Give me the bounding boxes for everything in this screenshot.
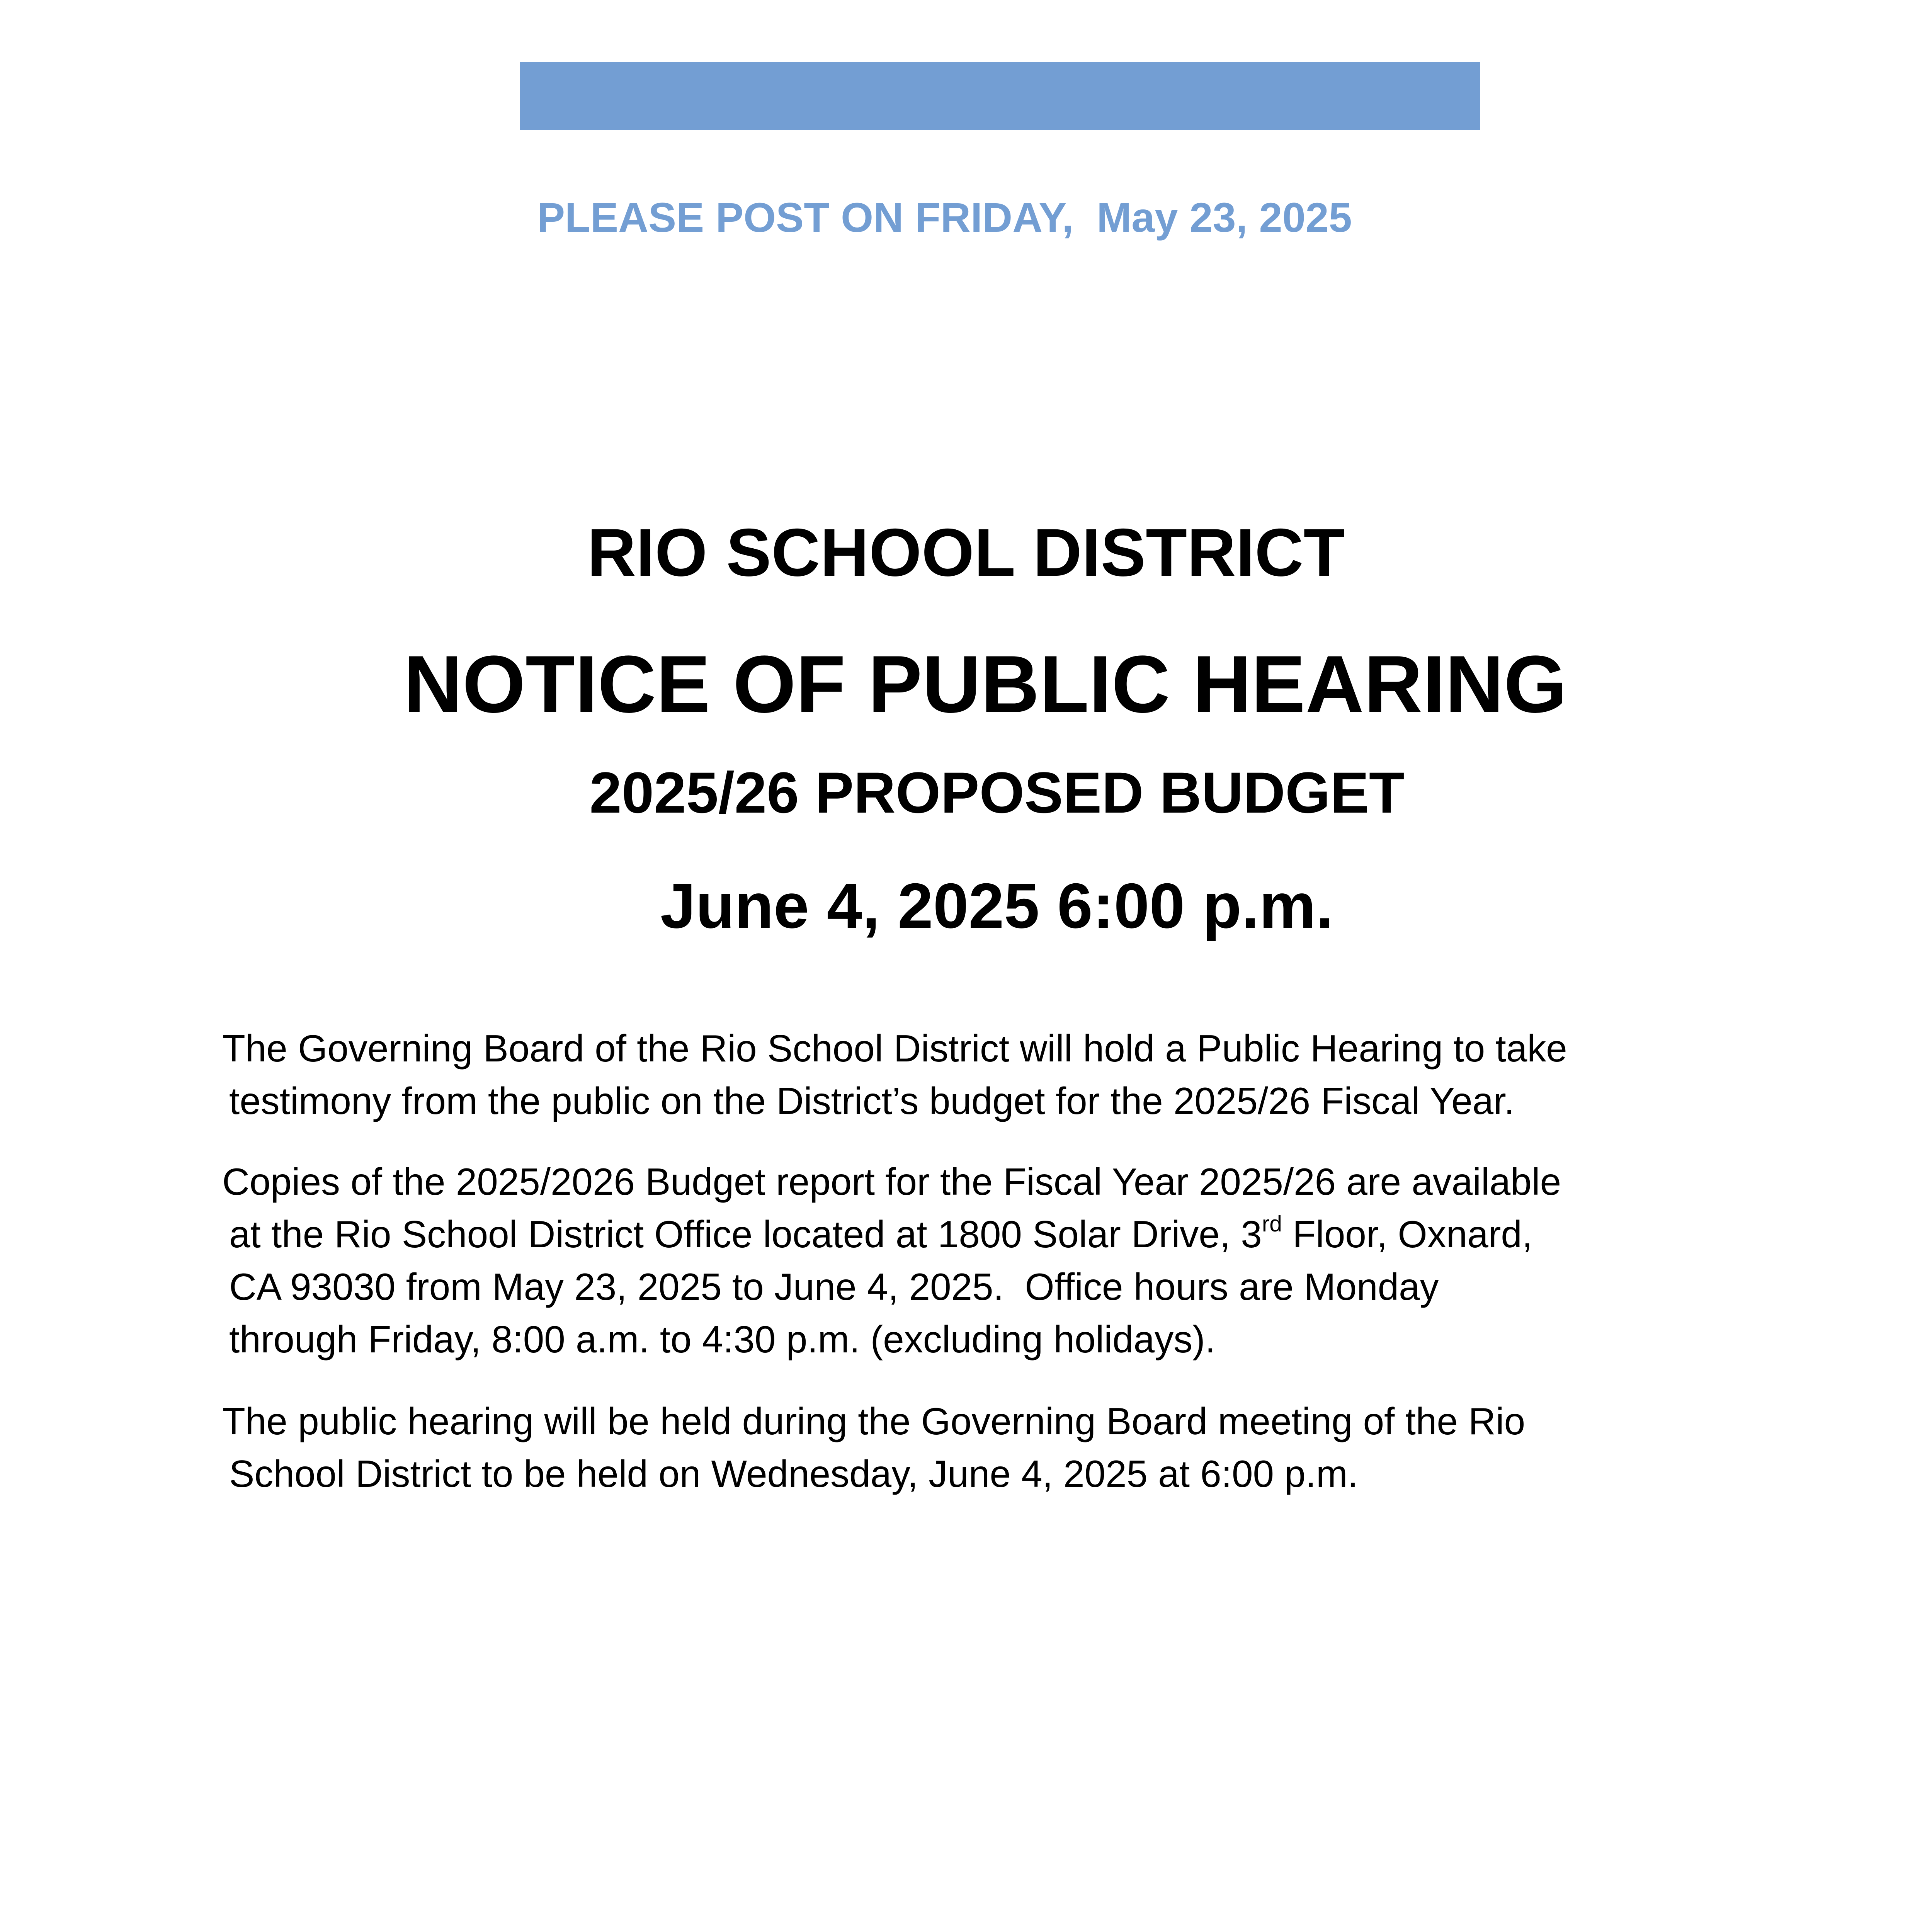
- address-text: at the Rio School District Office located at 1800 Solar Drive, 3: [229, 1213, 1262, 1255]
- paragraph-line: Copies of the 2025/2026 Budget report for the Fiscal Year 2025/26 are available: [222, 1160, 1561, 1203]
- ordinal-suffix: rd: [1262, 1211, 1282, 1236]
- paragraph-line: through Friday, 8:00 a.m. to 4:30 p.m. (excluding holidays).: [229, 1318, 1216, 1361]
- paragraph-budget-copies: [222, 1155, 1729, 1366]
- paragraph-line-address: [222, 1208, 1729, 1260]
- budget-title: 2025/26 PROPOSED BUDGET: [589, 760, 1405, 825]
- paragraph-hearing-meeting: [222, 1395, 1729, 1500]
- paragraph-line: testimony from the public on the District’s budget for the 2025/26 Fiscal Year.: [229, 1080, 1515, 1122]
- hearing-date-time: June 4, 2025 6:00 p.m.: [660, 870, 1334, 941]
- paragraph-line: The public hearing will be held during the Governing Board meeting of the Rio: [222, 1400, 1526, 1442]
- paragraph-line: School District to be held on Wednesday, June 4, 2025 at 6:00 p.m.: [229, 1452, 1358, 1495]
- district-name: RIO SCHOOL DISTRICT: [587, 515, 1345, 590]
- header-color-bar: [520, 62, 1480, 130]
- paragraph-line: The Governing Board of the Rio School District will hold a Public Hearing to take: [222, 1027, 1567, 1070]
- address-text-floor: Floor, Oxnard,: [1282, 1213, 1533, 1255]
- paragraph-line: CA 93030 from May 23, 2025 to June 4, 2025. Office hours are Monday: [229, 1265, 1439, 1308]
- post-date-notice: PLEASE POST ON FRIDAY, May 23, 2025: [537, 194, 1352, 241]
- notice-title: NOTICE OF PUBLIC HEARING: [403, 639, 1567, 730]
- paragraph-hearing-intro: [222, 1022, 1729, 1127]
